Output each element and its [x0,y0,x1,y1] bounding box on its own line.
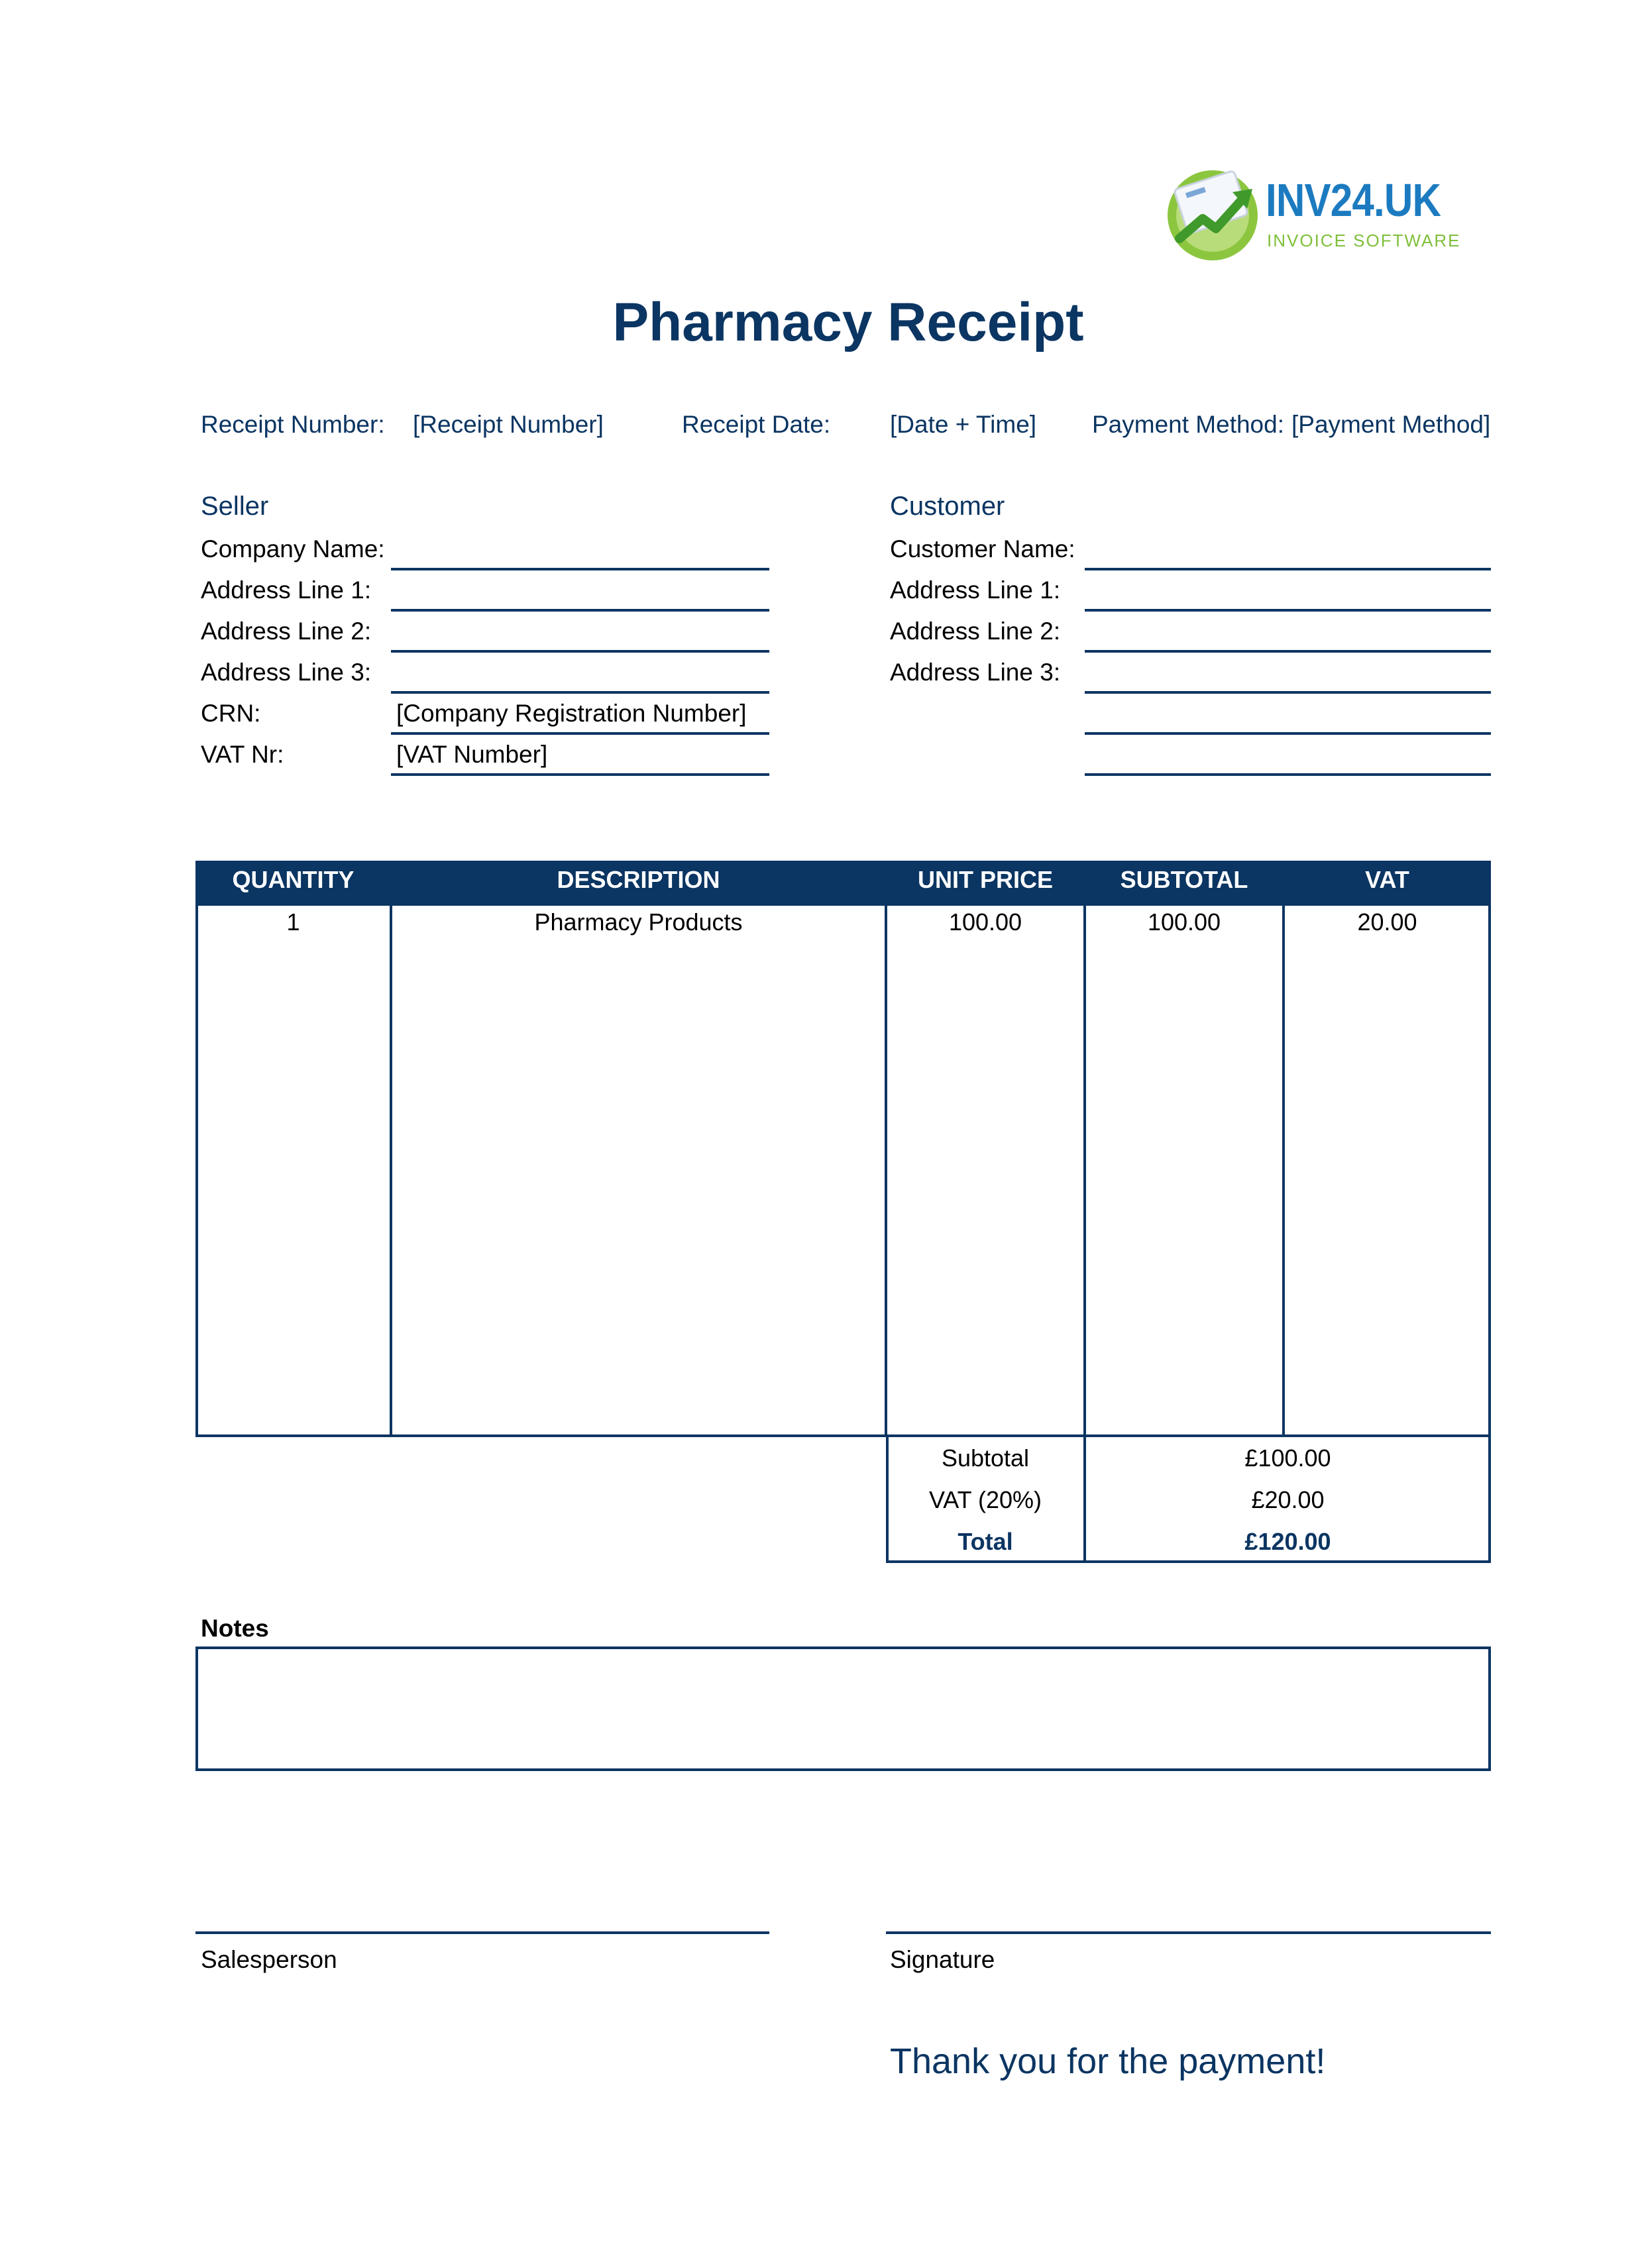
receipt-date-value: [Date + Time] [890,411,1037,438]
receipt-number-label: Receipt Number: [201,411,385,438]
payment-method-value: [Payment Method] [1291,411,1491,438]
page-title: Pharmacy Receipt [612,292,1084,352]
payment-method-label: Payment Method: [1092,411,1284,438]
seller-vat-field[interactable]: [VAT Number] [396,741,548,768]
seller-field-underline [391,691,769,694]
subtotal-label: Subtotal [941,1444,1030,1472]
seller-field-underline [391,650,769,653]
customer-signature-line [886,1931,1491,1934]
table-column-divider [1282,903,1285,1437]
customer-address3-label: Address Line 3: [890,659,1061,686]
subtotal-value: £100.00 [1244,1444,1331,1472]
receipt-date-label: Receipt Date: [682,411,831,438]
notes-field[interactable] [195,1647,1491,1771]
seller-crn-field[interactable]: [Company Registration Number] [396,700,747,727]
signature-label: Signature [890,1946,995,1973]
column-header-unit-price: UNIT PRICE [917,866,1053,893]
customer-address1-label: Address Line 1: [890,576,1061,604]
brand-name: INV24.UK [1266,174,1441,226]
customer-name-label: Customer Name: [890,535,1075,563]
seller-company-name-label: Company Name: [201,535,385,563]
column-header-vat: VAT [1365,866,1409,893]
table-column-divider [1083,903,1086,1437]
table-column-divider [885,903,887,1437]
row-1-vat[interactable]: 20.00 [1357,908,1417,936]
seller-crn-label: CRN: [201,700,261,727]
seller-field-underline [391,732,769,735]
row-1-subtotal[interactable]: 100.00 [1147,908,1221,936]
seller-vat-label: VAT Nr: [201,741,284,768]
table-column-divider [390,903,392,1437]
receipt-number-value: [Receipt Number] [413,411,604,438]
column-header-subtotal: SUBTOTAL [1120,866,1248,893]
total-label: Total [958,1528,1013,1555]
vat-value: £20.00 [1251,1486,1325,1513]
customer-field-underline [1085,609,1491,612]
seller-field-underline [391,568,769,570]
column-header-quantity: QUANTITY [232,866,355,893]
row-1-description[interactable]: Pharmacy Products [534,908,743,936]
invoice-logo-icon [1160,159,1266,265]
customer-heading: Customer [890,492,1005,521]
seller-address2-label: Address Line 2: [201,618,372,645]
seller-address1-label: Address Line 1: [201,576,372,604]
vat-label: VAT (20%) [928,1486,1042,1513]
row-1-unit-price[interactable]: 100.00 [948,908,1022,936]
seller-field-underline [391,609,769,612]
notes-label: Notes [201,1615,269,1642]
customer-field-underline [1085,568,1491,570]
seller-address3-label: Address Line 3: [201,659,372,686]
salesperson-label: Salesperson [201,1946,337,1973]
salesperson-signature-line [195,1931,769,1934]
thank-you-message: Thank you for the payment! [890,2041,1326,2081]
seller-field-underline [391,773,769,776]
customer-field-underline [1085,732,1491,735]
customer-field-underline [1085,773,1491,776]
brand-tagline: INVOICE SOFTWARE [1267,231,1461,250]
customer-field-underline [1085,691,1491,694]
customer-address2-label: Address Line 2: [890,618,1061,645]
column-header-description: DESCRIPTION [557,866,720,893]
seller-heading: Seller [201,492,269,521]
total-value: £120.00 [1244,1528,1331,1555]
customer-field-underline [1085,650,1491,653]
row-1-quantity[interactable]: 1 [286,908,300,936]
